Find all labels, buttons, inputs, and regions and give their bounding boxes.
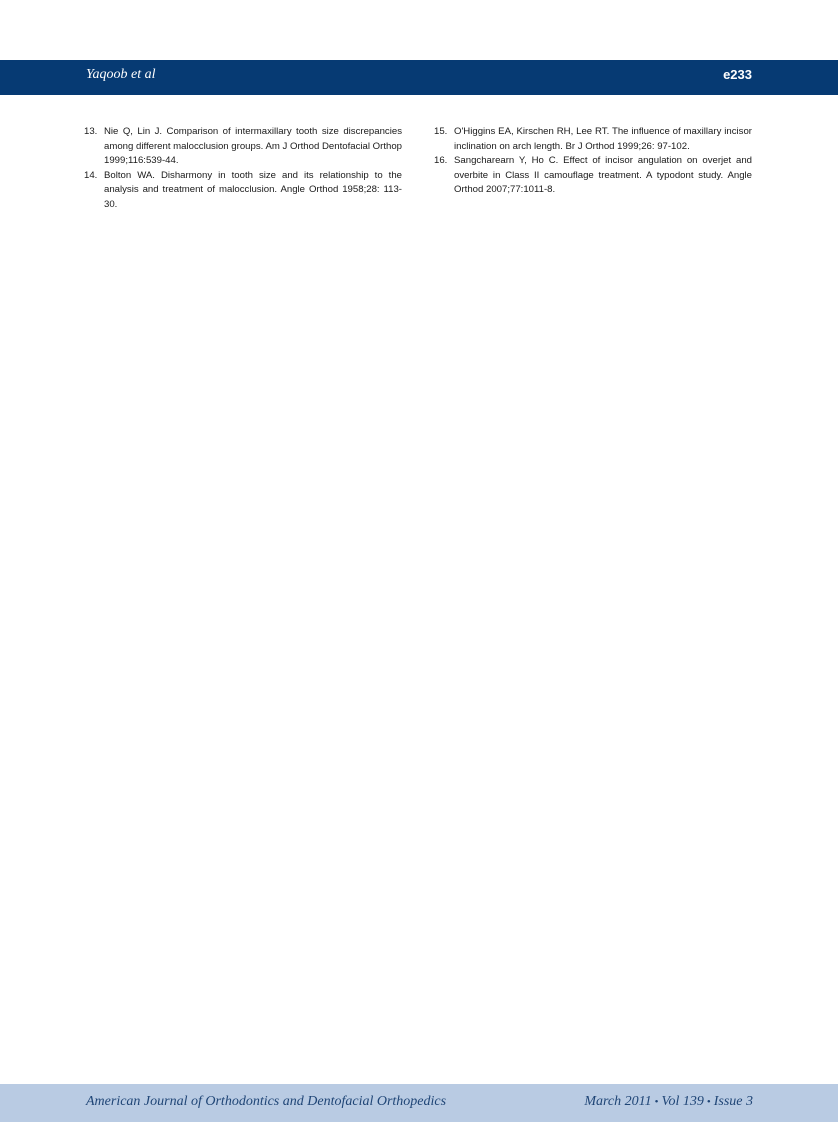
reference-item [434,125,752,154]
issue-info [584,1093,753,1111]
reference-number: 13. [84,126,98,137]
reference-item [434,154,752,198]
page-number: e233 [723,67,752,82]
reference-number: 16. [434,155,448,166]
reference-text: Nie Q, Lin J. Comparison of intermaxillary tooth size discrepancies among different malocclusion groups. Am J Orthod Dentofacial Orthop 1999;116:539-44. [104,126,402,166]
issue-date: March 2011 [584,1094,652,1109]
issue-volume: Vol 139 [661,1094,704,1109]
reference-text: O'Higgins EA, Kirschen RH, Lee RT. The influence of maxillary incisor inclination on arch length. Br J Orthod 1999;26: 97-102. [454,126,752,152]
reference-number: 15. [434,126,448,137]
reference-text: Bolton WA. Disharmony in tooth size and its relationship to the analysis and treatment of malocclusion. Angle Orthod 1958;28: 113-30. [104,169,402,210]
references-column-left [84,125,402,212]
references-column-right [434,125,752,198]
issue-number: Issue 3 [713,1094,753,1109]
bullet-separator: • [654,1096,659,1108]
reference-text: Sangcharearn Y, Ho C. Effect of incisor angulation on overjet and overbite in Class II camouflage treatment. A typodont study. Angle Orthod 2007;77:1011-8. [454,155,752,195]
reference-number: 14. [84,169,98,181]
journal-title: American Journal of Orthodontics and Dentofacial Orthopedics [86,1094,447,1109]
reference-item [84,125,402,169]
reference-item [84,169,402,213]
running-head-author: Yaqoob et al [86,67,156,82]
bullet-separator: • [706,1096,711,1108]
